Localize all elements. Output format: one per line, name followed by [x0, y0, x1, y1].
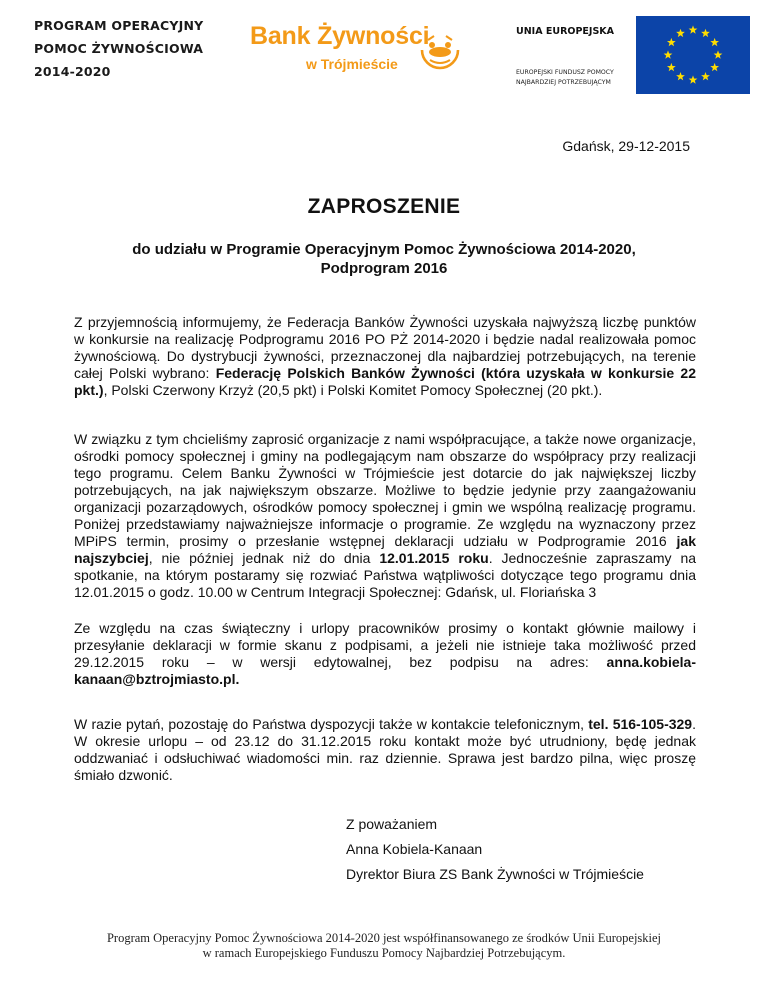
- p4-text-end: . W okresie urlopu – od 23.12 do 31.12.2015 roku kontakt może być utrudniony, będę jednak oddzwaniać i odsłuchiwać wiadomości min. raz dziennie. Sprawa jest bardzo pilna, więc proszę śmiało dzwonić.: [74, 716, 696, 783]
- p1-emphasis: Federację Polskich Banków Żywności (która uzyskała w konkursie 22 pkt.): [74, 365, 696, 398]
- program-line-3: 2014-2020: [34, 64, 111, 79]
- p4-text: W razie pytań, pozostaję do Państwa dyspozycji także w kontakcie telefonicznym,: [74, 716, 589, 732]
- p2-text-end: . Jednocześnie zapraszamy na spotkanie, na którym postaramy się rozwiać Państwa wątpliwości dotyczące tego programu dnia 12.01.2015 o godz. 10.00 w Centrum Integracji Społecznej: Gdańsk, ul. Floriańska 3: [74, 550, 697, 600]
- p2-emphasis-asap: jak najszybciej: [74, 533, 696, 566]
- subtitle-line-2: Podprogram 2016: [320, 260, 448, 277]
- signatory-role: Dyrektor Biura ZS Bank Żywności w Trójmieście: [346, 866, 644, 882]
- bank-emblem-icon: [416, 30, 464, 72]
- p3-text: Ze względu na czas świąteczny i urlopy pracowników prosimy o kontakt głównie mailowy i przesyłanie deklaracji w formie skanu z podpisami, a jeżeli nie istnieje taka możliwość przed 29.12.2015 roku – w wersji edytowalnej, bez podpisu na adres:: [74, 620, 696, 670]
- paragraph-intro: [74, 314, 696, 399]
- program-line-2: POMOC ŻYWNOŚCIOWA: [34, 41, 204, 56]
- bank-city: w Trójmieście: [306, 56, 398, 72]
- subtitle-line-1: do udziału w Programie Operacyjnym Pomoc Żywnościowa 2014-2020,: [132, 241, 636, 258]
- footer-line-2: w ramach Europejskiego Funduszu Pomocy Najbardziej Potrzebującym.: [202, 946, 566, 960]
- eu-flag-icon: [636, 16, 750, 94]
- paragraph-contact-mail: [74, 620, 696, 688]
- letter-subtitle: [0, 240, 768, 278]
- closing-greeting: Z poważaniem: [346, 816, 438, 832]
- letter-date: Gdańsk, 29-12-2015: [562, 138, 690, 154]
- paragraph-invitation: [74, 431, 696, 601]
- eu-title: UNIA EUROPEJSKA: [516, 26, 614, 37]
- paragraph-contact-phone: [74, 716, 696, 784]
- p1-text: Z przyjemnością informujemy, że Federacja Banków Żywności uzyskała najwyższą liczbę punktów w konkursie na realizację Podprogramu 2016 PO PŻ 2014-2020 i będzie nadal realizowała pomoc żywnościową. Do dystrybucji żywności, przeznaczonej dla najbardziej potrzebujących, na terenie całej Polski wybrano:: [74, 314, 696, 381]
- eu-fund-line-2: NAJBARDZIEJ POTRZEBUJĄCYM: [516, 79, 611, 86]
- eu-fund-line-1: EUROPEJSKI FUNDUSZ POMOCY: [516, 69, 614, 76]
- footer-line-1: Program Operacyjny Pomoc Żywnościowa 2014-2020 jest współfinansowanego ze środków Unii Europejskiej: [106, 931, 662, 945]
- program-header: [34, 14, 203, 83]
- contact-email-link[interactable]: anna.kobiela-kanaan@bztrojmiasto.pl.: [74, 654, 696, 687]
- p2-text: W związku z tym chcieliśmy zaprosić organizacje z nami współpracujące, a także nowe organizacje, ośrodki pomocy społecznej i gminy na podlegającym nam obszarze do współpracy przy realizacji tego programu. Celem Banku Żywności w Trójmieście jest dotarcie do jak największej liczby potrzebujących, na jak największym obszarze. Możliwe to będzie jedynie przy zaangażowaniu organizacji pozarządowych, ośrodków pomocy społecznej i gmin we wspólną realizację programu. Poniżej przedstawiamy najważniejsze informacje o programie. Ze względu na wyznaczony przez MPiPS termin, prosimy o przesłanie wstępnej deklaracji udziału w Podprogramie 2016: [74, 431, 696, 549]
- letter-title: ZAPROSZENIE: [307, 195, 461, 218]
- bank-name: Bank Żywności: [250, 22, 430, 50]
- contact-phone-link[interactable]: tel. 516-105-329: [588, 716, 693, 732]
- p1-text-end: , Polski Czerwony Krzyż (20,5 pkt) i Polski Komitet Pomocy Społecznej (20 pkt.).: [103, 382, 603, 398]
- footer-note: [0, 931, 768, 961]
- p2-text-mid: , nie później jednak niż do dnia: [148, 550, 380, 566]
- program-line-1: PROGRAM OPERACYJNY: [34, 18, 204, 33]
- eu-fund-name: [516, 68, 614, 88]
- signatory-name: Anna Kobiela-Kanaan: [346, 841, 483, 857]
- p2-emphasis-deadline: 12.01.2015 roku: [379, 550, 489, 566]
